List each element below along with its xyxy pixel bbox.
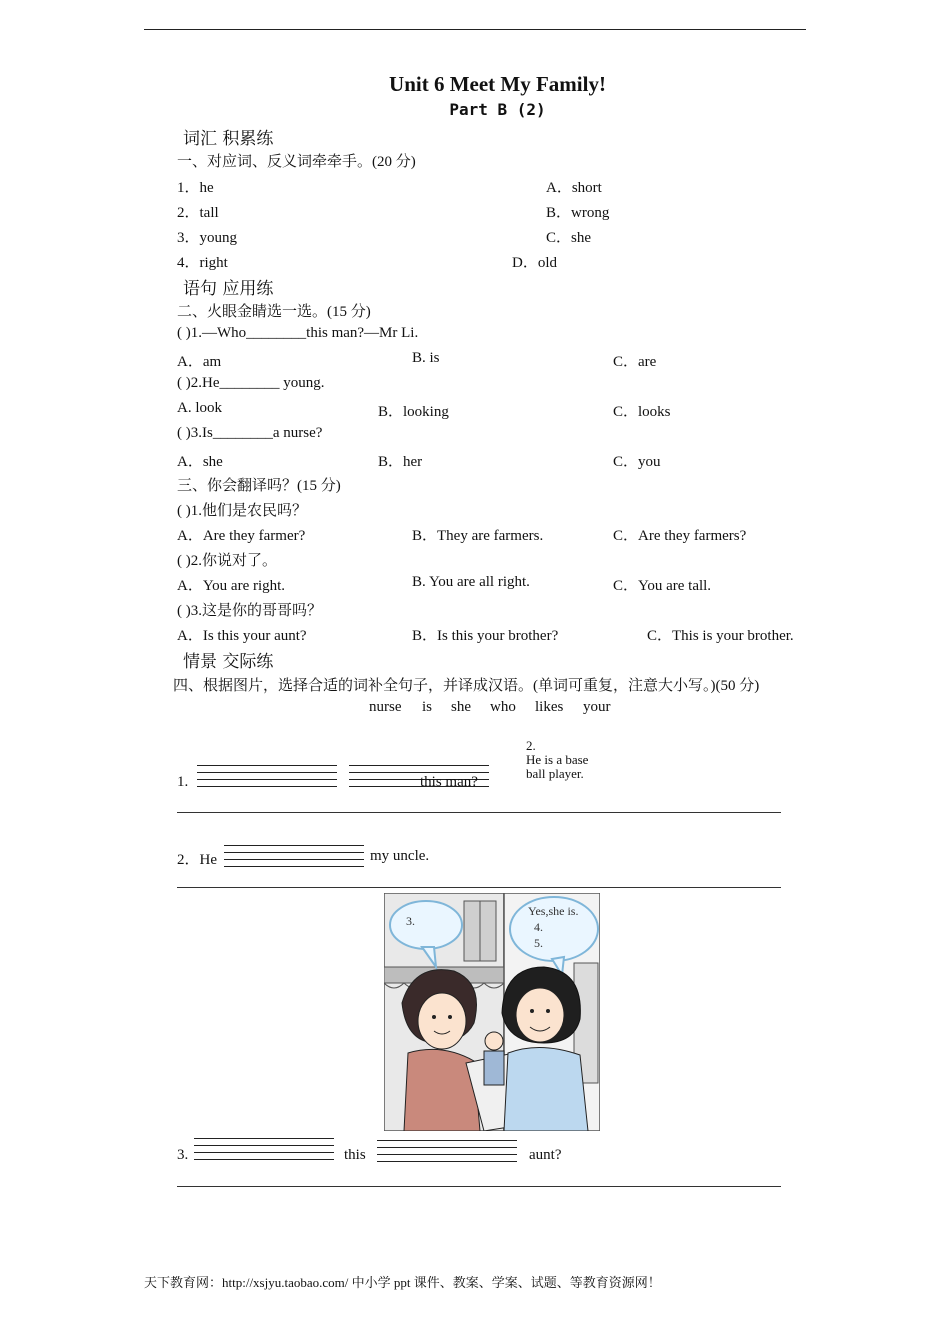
q1-right-d: D．old bbox=[512, 255, 558, 271]
word-she: she bbox=[451, 699, 471, 715]
caption-number: 2. bbox=[526, 738, 536, 753]
q2-3-option-a: A．she bbox=[177, 454, 223, 470]
sentence-3-end: aunt? bbox=[529, 1147, 562, 1163]
q4-heading: 四、根据图片，选择合适的词补全句子，并译成汉语。(单词可重复，注意大小写。)(50 分) bbox=[173, 678, 760, 694]
sentence-3-blank-1[interactable] bbox=[194, 1138, 334, 1166]
sentence-3-blank-2[interactable] bbox=[377, 1140, 517, 1168]
q1-left-4: 4．right bbox=[177, 255, 228, 271]
q2-stem-3: ( )3.Is________a nurse? bbox=[177, 425, 323, 441]
word-your: your bbox=[583, 699, 611, 715]
q1-right-c: C．she bbox=[546, 230, 592, 246]
q1-right-a: A．short bbox=[546, 180, 602, 196]
q1-left-2: 2．tall bbox=[177, 205, 219, 221]
sentence-3-mid: this bbox=[344, 1147, 366, 1163]
sentence-2-blank[interactable] bbox=[224, 845, 364, 873]
q3-3-option-b: B．Is this your brother? bbox=[412, 628, 559, 644]
sentence-3-number: 3. bbox=[177, 1147, 189, 1163]
page-subtitle: Part B (2) bbox=[449, 100, 546, 119]
q3-1-option-c: C．Are they farmers? bbox=[613, 528, 747, 544]
q2-1-option-b: B. is bbox=[412, 350, 440, 366]
word-is: is bbox=[422, 699, 433, 715]
picture-caption bbox=[526, 739, 606, 781]
q3-2-option-b: B. You are all right. bbox=[412, 574, 530, 590]
translation-line-3[interactable] bbox=[177, 1186, 781, 1187]
bubble-right-line-2: 4. bbox=[534, 920, 543, 934]
q2-1-option-c: C．are bbox=[613, 354, 657, 370]
illustration-two-girls bbox=[384, 893, 600, 1131]
q3-stem-2: ( )2.你说对了。 bbox=[177, 553, 277, 569]
q2-heading: 二、火眼金睛选一选。(15 分) bbox=[177, 304, 371, 320]
word-nurse: nurse bbox=[369, 699, 402, 715]
q3-2-option-c: C．You are tall. bbox=[613, 578, 712, 594]
caption-text: He is a base ball player. bbox=[526, 752, 589, 781]
q3-2-option-a: A．You are right. bbox=[177, 578, 286, 594]
page-footer: 天下教育网：http://xsjyu.taobao.com/ 中小学 ppt 课件、教案、学案、试题、等教育资源网！ bbox=[144, 1275, 661, 1290]
translation-line-2[interactable] bbox=[177, 887, 781, 888]
q3-3-option-a: A．Is this your aunt? bbox=[177, 628, 307, 644]
q3-stem-3: ( )3.这是你的哥哥吗？ bbox=[177, 603, 322, 619]
q3-1-option-a: A．Are they farmer? bbox=[177, 528, 306, 544]
q1-left-1: 1．he bbox=[177, 180, 214, 196]
sentence-2-end: my uncle. bbox=[370, 848, 430, 864]
sentence-1-blank-1[interactable] bbox=[197, 765, 337, 793]
sentence-1-end: this man? bbox=[420, 774, 478, 790]
q2-2-option-b: B．looking bbox=[378, 404, 449, 420]
q2-stem-1: ( )1.—Who________this man?—Mr Li. bbox=[177, 325, 419, 341]
section-sentence: 语句 应用练 bbox=[183, 279, 274, 299]
header-rule bbox=[144, 29, 806, 30]
q1-right-b: B．wrong bbox=[546, 205, 610, 221]
word-who: who bbox=[490, 699, 516, 715]
q1-left-3: 3．young bbox=[177, 230, 238, 246]
q2-2-option-a: A. look bbox=[177, 400, 222, 416]
q2-3-option-b: B．her bbox=[378, 454, 423, 470]
sentence-1-number: 1. bbox=[177, 774, 189, 790]
word-likes: likes bbox=[535, 699, 564, 715]
bubble-right-line-1: Yes,she is. bbox=[528, 904, 579, 918]
bubble-right-line-3: 5. bbox=[534, 936, 543, 950]
section-vocab: 词汇 积累练 bbox=[183, 129, 274, 149]
q3-3-option-c: C．This is your brother. bbox=[647, 628, 794, 644]
page-title: Unit 6 Meet My Family! bbox=[389, 72, 606, 96]
q1-heading: 一、对应词、反义词牵牵手。(20 分) bbox=[177, 154, 416, 170]
section-situation: 情景 交际练 bbox=[183, 652, 274, 672]
sentence-2-start: 2．He bbox=[177, 852, 217, 868]
q2-3-option-c: C．you bbox=[613, 454, 661, 470]
bubble-left-text: 3. bbox=[406, 914, 415, 928]
translation-line-1[interactable] bbox=[177, 812, 781, 813]
q2-2-option-c: C．looks bbox=[613, 404, 671, 420]
q3-1-option-b: B．They are farmers. bbox=[412, 528, 544, 544]
q3-stem-1: ( )1.他们是农民吗？ bbox=[177, 503, 307, 519]
q2-1-option-a: A．am bbox=[177, 354, 222, 370]
q2-stem-2: ( )2.He________ young. bbox=[177, 375, 325, 391]
q3-heading: 三、你会翻译吗？(15 分) bbox=[177, 478, 341, 494]
